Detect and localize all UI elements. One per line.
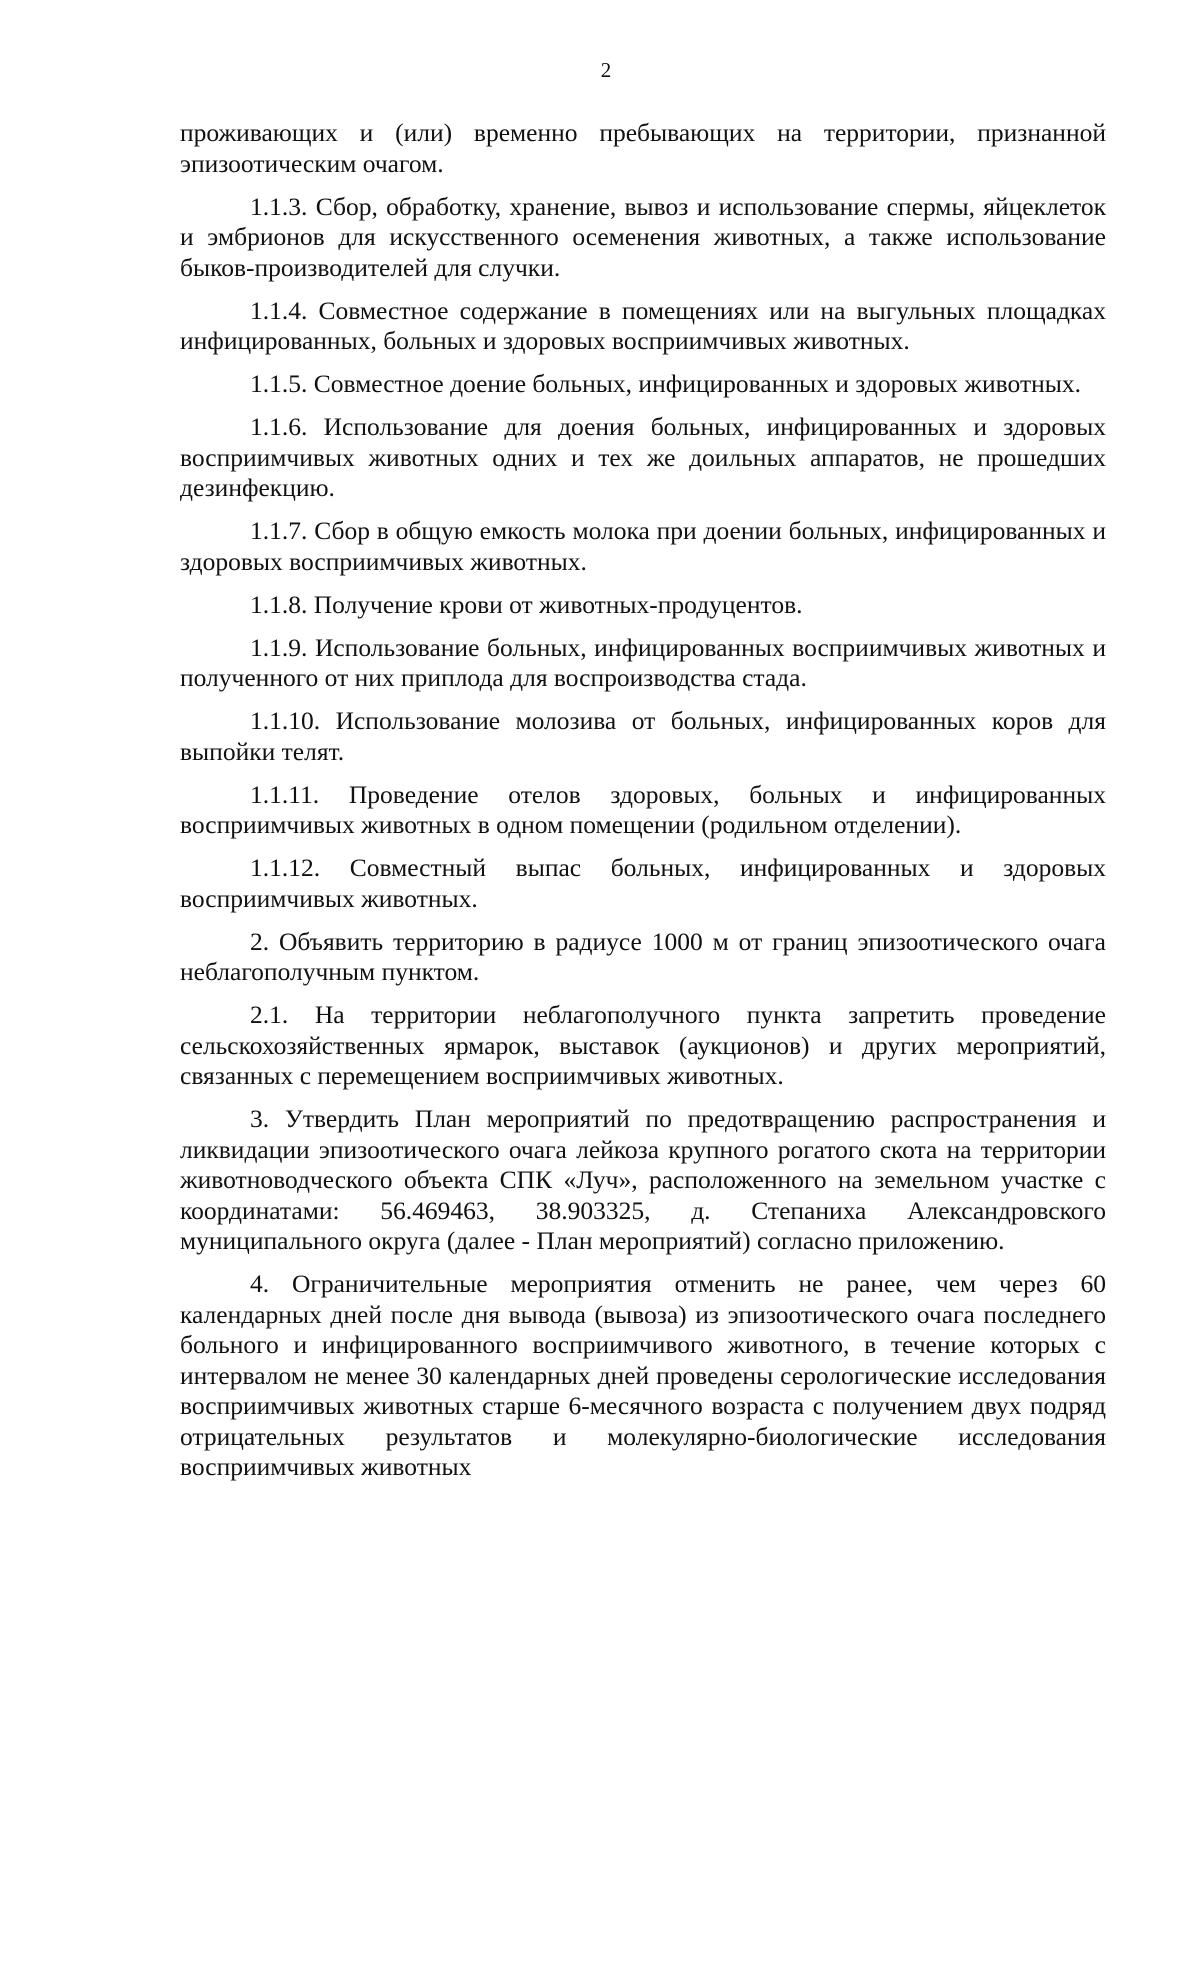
paragraph-1-1-9: 1.1.9. Использование больных, инфицированных восприимчивых животных и полученного от них приплода для воспроизводства стада. (180, 632, 1106, 692)
paragraph-1-1-11: 1.1.11. Проведение отелов здоровых, больных и инфицированных восприимчивых животных в одном помещении (родильном отделении). (180, 779, 1106, 839)
paragraph-continuation: проживающих и (или) временно пребывающих на территории, признанной эпизоотическим очагом. (180, 118, 1106, 178)
paragraph-2-1: 2.1. На территории неблагополучного пункта запретить проведение сельскохозяйственных ярмарок, выставок (аукционов) и других мероприятий, связанных с перемещением восприимчивых животных. (180, 1000, 1106, 1090)
paragraph-1-1-6: 1.1.6. Использование для доения больных, инфицированных и здоровых восприимчивых животных одних и тех же доильных аппаратов, не прошедших дезинфекцию. (180, 412, 1106, 502)
paragraph-1-1-3: 1.1.3. Сбор, обработку, хранение, вывоз и использование спермы, яйцеклеток и эмбрионов для искусственного осеменения животных, а также использование быков-производителей для случки. (180, 191, 1106, 282)
paragraph-1-1-12: 1.1.12. Совместный выпас больных, инфицированных и здоровых восприимчивых животных. (180, 853, 1106, 913)
paragraph-1-1-4: 1.1.4. Совместное содержание в помещениях или на выгульных площадках инфицированных, больных и здоровых восприимчивых животных. (180, 295, 1106, 355)
paragraph-3: 3. Утвердить План мероприятий по предотвращению распространения и ликвидации эпизоотического очага лейкоза крупного рогатого скота на территории животноводческого объекта СПК «Луч», расположенного на земельном участке с координатами: 56.469463, 38.903325, д. Степаниха Александровского муниципального округа (далее - План мероприятий) согласно приложению. (180, 1104, 1106, 1255)
paragraph-2: 2. Объявить территорию в радиусе 1000 м от границ эпизоотического очага неблагополучным пунктом. (180, 926, 1106, 986)
paragraph-1-1-8: 1.1.8. Получение крови от животных-продуцентов. (250, 589, 803, 619)
paragraph-1-1-5: 1.1.5. Совместное доение больных, инфицированных и здоровых животных. (250, 369, 1082, 398)
paragraph-1-1-10: 1.1.10. Использование молозива от больных, инфицированных коров для выпойки телят. (180, 706, 1106, 766)
paragraph-4: 4. Ограничительные мероприятия отменить не ранее, чем через 60 календарных дней после дня вывода (вывоза) из эпизоотического очага последнего больного и инфицированного восприимчивого животного, в течение которых с интервалом не менее 30 календарных дней проведены серологические исследования восприимчивых животных старше 6-месячного возраста с получением двух подряд отрицательных результатов и молекулярно-биологические исследования восприимчивых животных (180, 1269, 1106, 1481)
paragraph-1-1-7: 1.1.7. Сбор в общую емкость молока при доении больных, инфицированных и здоровых восприимчивых животных. (180, 516, 1106, 576)
document-body (180, 118, 1106, 1483)
page-number: 2 (600, 58, 612, 82)
